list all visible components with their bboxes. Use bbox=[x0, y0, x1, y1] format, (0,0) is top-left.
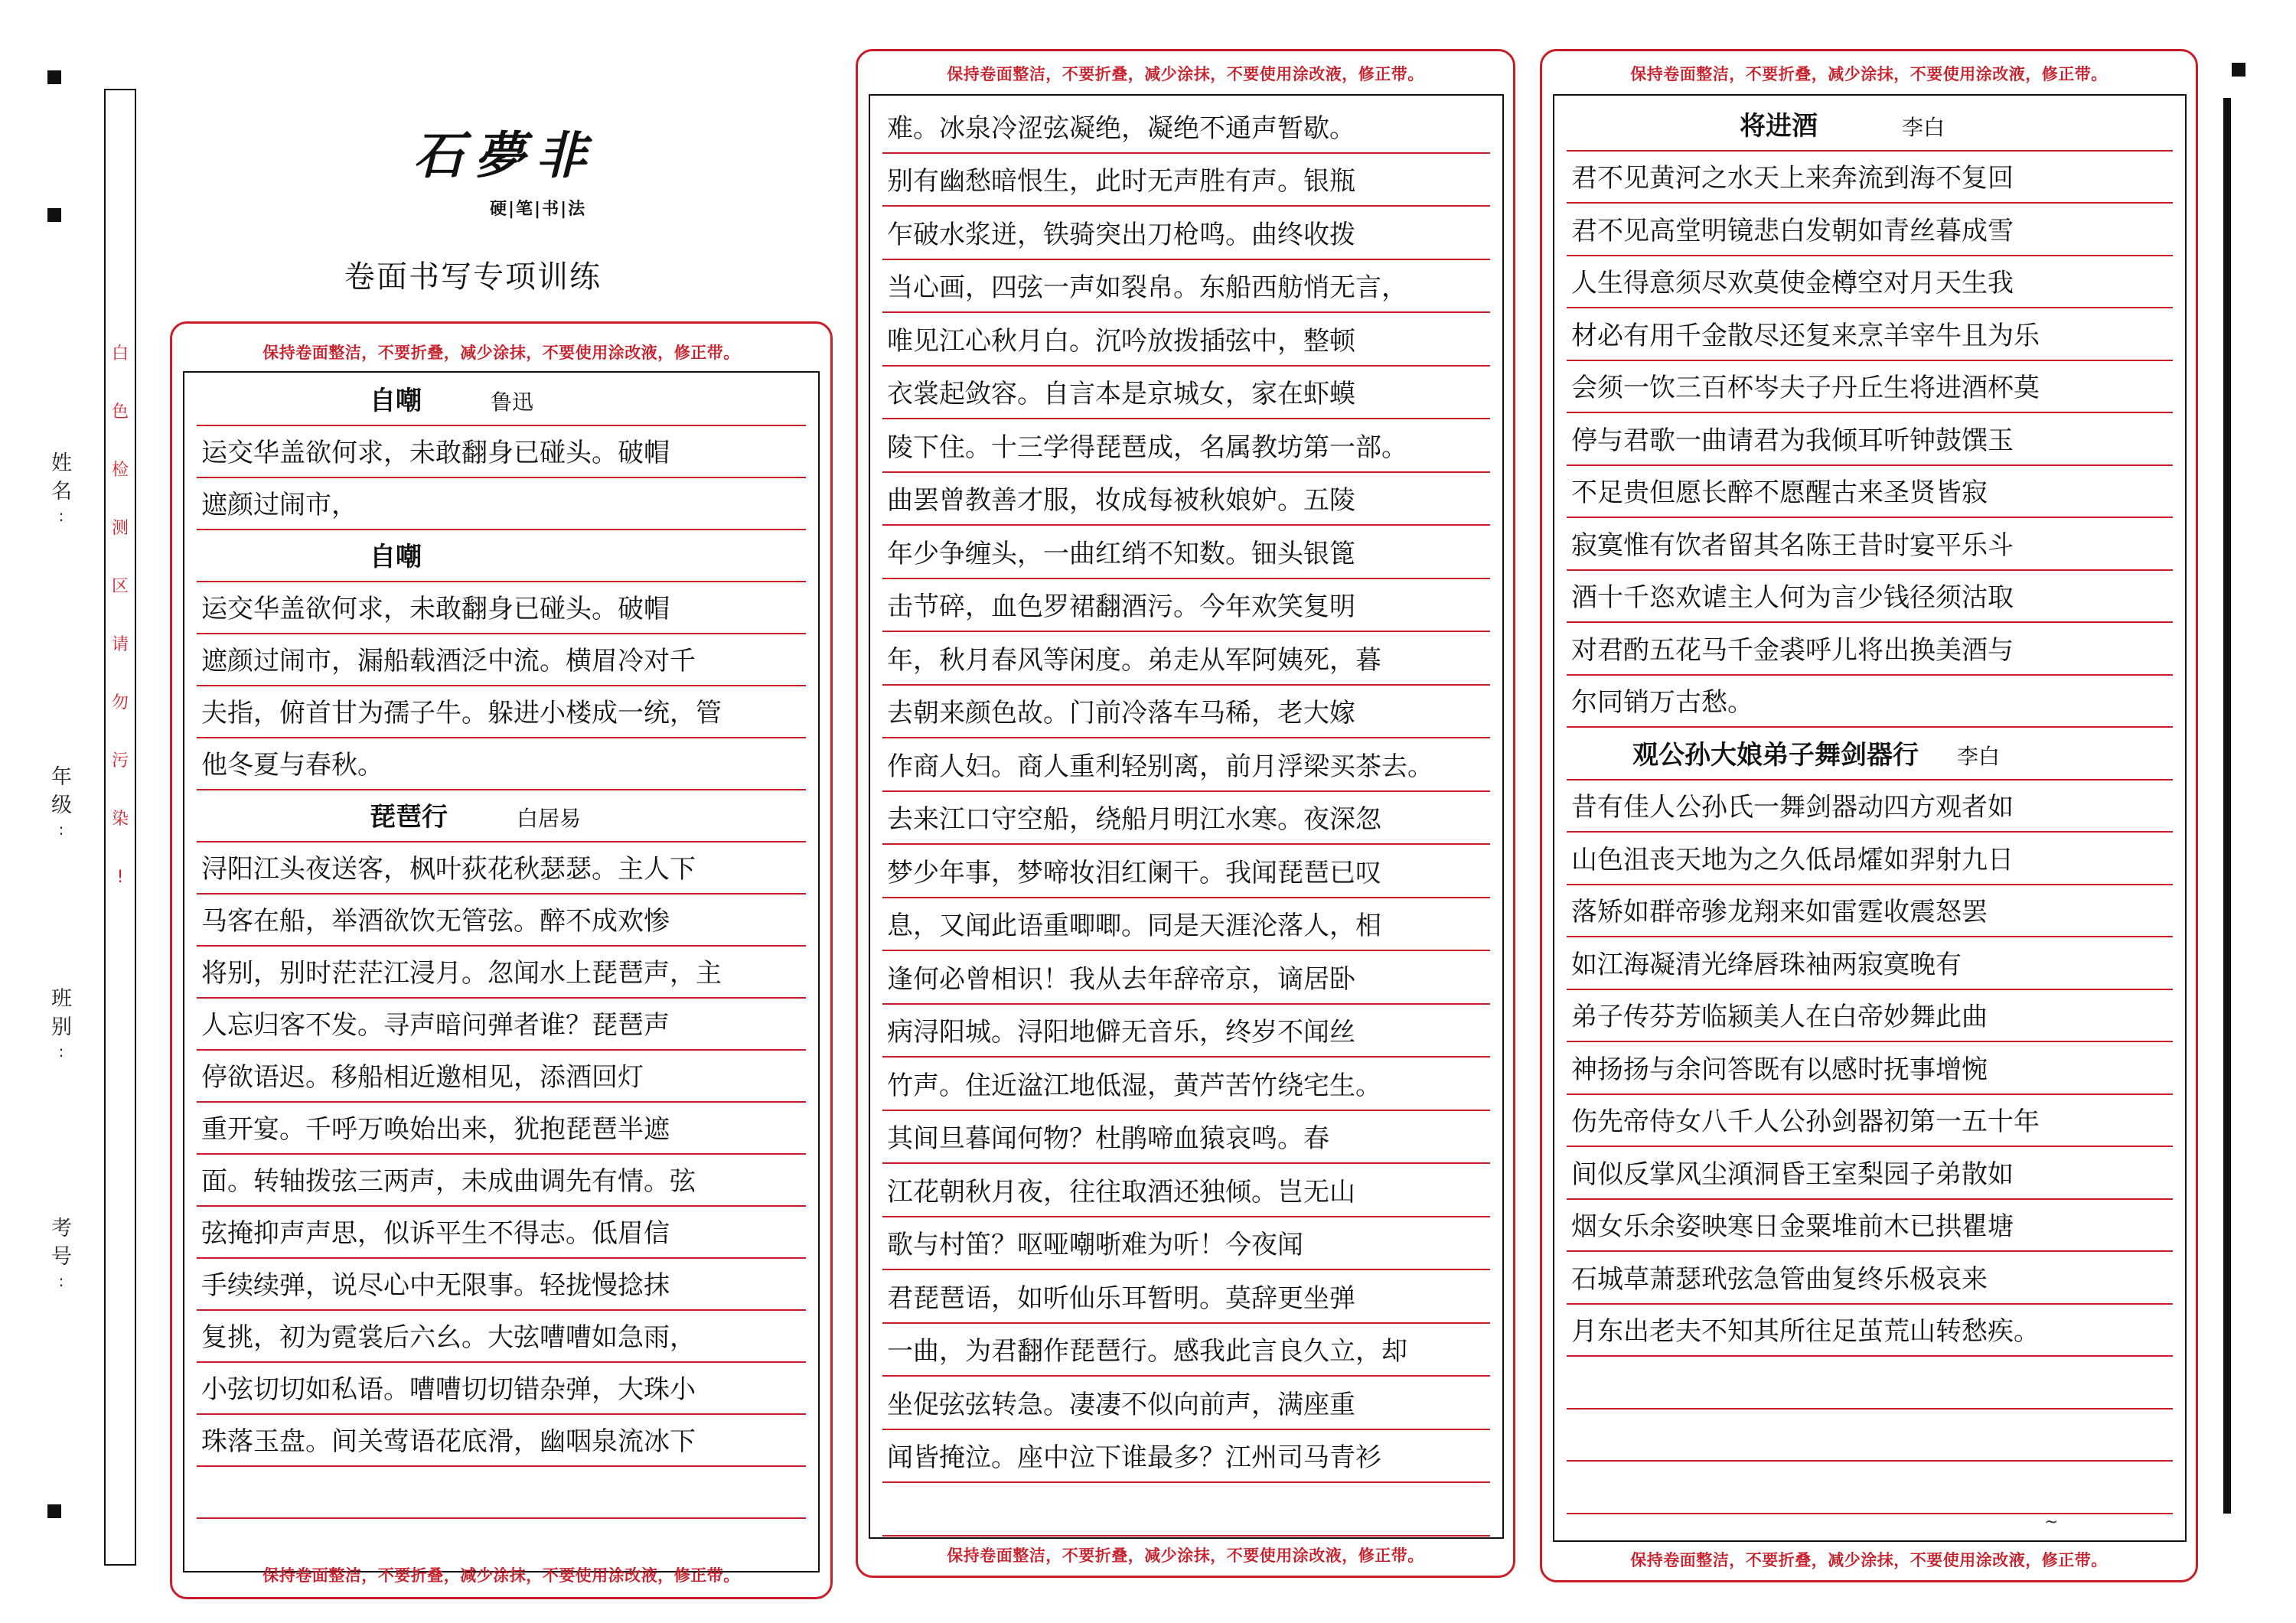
handwriting-line: 马客在船，举酒欲饮无管弦。醉不成欢惨 bbox=[201, 906, 670, 937]
ruled-line bbox=[1567, 1355, 2173, 1357]
handwriting-line: 去朝来颜色故。门前冷落车马稀，老大嫁 bbox=[887, 698, 1355, 728]
poem-title-row bbox=[1571, 735, 2171, 776]
poem-title: 自嘲 bbox=[370, 386, 422, 416]
handwriting-line: 珠落玉盘。间关莺语花底滑，幽咽泉流冰下 bbox=[201, 1426, 696, 1457]
handwriting-line: 人生得意须尽欢莫使金樽空对月天生我 bbox=[1571, 268, 2014, 298]
poem-title: 将进酒 bbox=[1740, 110, 1818, 142]
handwriting-line: 去来江口守空船，绕船月明江水寒。夜深忽 bbox=[887, 804, 1381, 835]
ruled-line bbox=[882, 1269, 1490, 1270]
name-label: 姓名 bbox=[47, 451, 71, 508]
panel-notice-top: 保持卷面整洁，不要折叠，减少涂抹，不要使用涂改液，修正带。 bbox=[263, 344, 740, 362]
student-info-margin bbox=[46, 0, 77, 1623]
grade-label: 年级 bbox=[47, 765, 71, 822]
writing-panel-3 bbox=[1540, 49, 2198, 1582]
ruled-line bbox=[197, 477, 806, 478]
ruled-line bbox=[1567, 1513, 2173, 1514]
handwriting-line: 年少争缠头，一曲红绡不知数。钿头银篦 bbox=[887, 538, 1355, 569]
poem-author: 李白 bbox=[1957, 743, 2001, 769]
handwriting-line: 衣裳起敛容。自言本是京城女，家在虾蟆 bbox=[887, 379, 1355, 409]
ruled-line bbox=[1567, 1303, 2173, 1305]
handwriting-line: 逢何必曾相识！我从去年辞帝京，谪居卧 bbox=[887, 963, 1355, 995]
ruled-line bbox=[1567, 1198, 2173, 1200]
grade-field: 年级 : bbox=[47, 765, 71, 839]
handwriting-line: 伤先帝侍女八千人公孙剑器初第一五十年 bbox=[1571, 1106, 2040, 1137]
panel-notice-bottom: 保持卷面整洁，不要折叠，减少涂抹，不要使用涂改液，修正带。 bbox=[263, 1566, 740, 1585]
ruled-line bbox=[1567, 831, 2173, 833]
ruled-line bbox=[1567, 621, 2173, 623]
handwriting-line: 江花朝秋月夜，往往取酒还独倾。岂无山 bbox=[887, 1176, 1355, 1207]
class-label: 班别 bbox=[47, 987, 71, 1044]
handwriting-line: 病浔阳城。浔阳地僻无音乐，终岁不闻丝 bbox=[887, 1017, 1355, 1048]
ruled-line bbox=[882, 737, 1490, 738]
panel-notice-top: 保持卷面整洁，不要折叠，减少涂抹，不要使用涂改液，修正带。 bbox=[1630, 65, 2108, 83]
handwriting-line: 坐促弦弦转急。凄凄不似向前声，满座重 bbox=[887, 1389, 1355, 1420]
ruled-line bbox=[1567, 1093, 2173, 1095]
handwriting-line: 石城草萧瑟玳弦急管曲复终乐极哀来 bbox=[1571, 1263, 1988, 1295]
white-detection-zone bbox=[104, 89, 136, 1566]
ruled-line bbox=[1567, 569, 2173, 571]
detection-zone-char: 检 bbox=[111, 461, 129, 480]
handwriting-line: 月东出老夫不知其所往足茧荒山转愁疾。 bbox=[1571, 1316, 2040, 1347]
ruled-line bbox=[882, 259, 1490, 260]
ruled-line bbox=[197, 1517, 806, 1519]
poem-title: 琵琶行 bbox=[370, 802, 448, 833]
handwriting-line: 间似反掌风尘澒洞昏王室梨园子弟散如 bbox=[1571, 1159, 2014, 1190]
handwriting-line: 息，又闻此语重唧唧。同是天涯沦落人，相 bbox=[887, 911, 1381, 941]
end-mark: ~ bbox=[2044, 1513, 2059, 1532]
handwriting-line: 击节碎，血色罗裙翻酒污。今年欢笑复明 bbox=[887, 592, 1355, 622]
handwriting-line: 停与君歌一曲请君为我倾耳听钟鼓馔玉 bbox=[1571, 425, 2014, 456]
handwriting-line: 重开宴。千呼万唤始出来，犹抱琵琶半遮 bbox=[201, 1114, 670, 1145]
ruled-line bbox=[1567, 150, 2173, 152]
poem-author: 李白 bbox=[1902, 114, 1945, 140]
ruled-line bbox=[197, 633, 806, 634]
ruled-line bbox=[1567, 989, 2173, 990]
poem-title-row bbox=[1571, 106, 2171, 147]
poem-title: 自嘲 bbox=[370, 542, 422, 572]
ruled-line bbox=[882, 1003, 1490, 1005]
handwriting-line: 歌与村笛？呕哑嘲哳难为听！今夜闻 bbox=[887, 1230, 1303, 1260]
ruled-line bbox=[882, 1535, 1490, 1537]
detection-zone-char: 测 bbox=[111, 519, 129, 538]
detection-zone-text bbox=[106, 343, 135, 924]
handwriting-line: 浔阳江头夜送客，枫叶荻花秋瑟瑟。主人下 bbox=[201, 854, 696, 885]
ruled-line bbox=[1567, 1408, 2173, 1410]
ruled-line bbox=[882, 631, 1490, 632]
handwriting-line: 会须一饮三百杯岑夫子丹丘生将进酒杯莫 bbox=[1571, 373, 2040, 403]
ruled-line bbox=[882, 524, 1490, 526]
name-field: 姓名 : bbox=[47, 451, 71, 525]
ruled-line bbox=[882, 578, 1490, 579]
ruled-line bbox=[882, 418, 1490, 419]
ruled-line bbox=[1567, 255, 2173, 256]
handwriting-line: 山色沮丧天地为之久低昂㸌如羿射九日 bbox=[1571, 844, 2014, 875]
handwriting-line: 他冬夏与春秋。 bbox=[201, 750, 383, 781]
writing-area-1 bbox=[183, 371, 820, 1572]
ruled-line bbox=[1567, 464, 2173, 466]
detection-zone-char: 请 bbox=[111, 635, 129, 654]
handwriting-line: 昔有佳人公孙氏一舞剑器动四方观者如 bbox=[1571, 792, 2014, 823]
handwriting-line: 将别，别时茫茫江浸月。忽闻水上琵琶声，主 bbox=[201, 958, 722, 989]
handwriting-line: 夫指，俯首甘为孺子牛。躲进小楼成一统，管 bbox=[201, 698, 722, 728]
ruled-line bbox=[197, 1309, 806, 1311]
ruled-line bbox=[197, 1205, 806, 1207]
ruled-line bbox=[197, 1257, 806, 1259]
handwriting-line: 寂寞惟有饮者留其名陈王昔时宴平乐斗 bbox=[1571, 530, 2014, 561]
ruled-line bbox=[1567, 517, 2173, 518]
writing-panel-1 bbox=[170, 321, 833, 1599]
handwriting-line: 小弦切切如私语。嘈嘈切切错杂弹，大珠小 bbox=[201, 1374, 696, 1405]
ruled-line bbox=[882, 1056, 1490, 1058]
detection-zone-char: 染 bbox=[111, 810, 129, 829]
handwriting-line: 停欲语迟。移船相近邀相见，添酒回灯 bbox=[201, 1062, 644, 1093]
handwriting-line: 如江海凝清光绛唇珠袖两寂寞晚有 bbox=[1571, 949, 1962, 980]
writing-area-2 bbox=[869, 94, 1504, 1539]
ruled-line bbox=[197, 581, 806, 582]
handwriting-line: 烟女乐余姿映寒日金粟堆前木已拱瞿塘 bbox=[1571, 1211, 2014, 1242]
handwriting-line: 唯见江心秋月白。沉吟放拨插弦中，整顿 bbox=[887, 325, 1355, 357]
ruled-line bbox=[882, 365, 1490, 367]
ruled-line bbox=[1567, 936, 2173, 937]
handwriting-line: 当心画，四弦一声如裂帛。东船西舫悄无言， bbox=[887, 272, 1407, 303]
handwriting-line: 竹声。住近湓江地低湿，黄芦苦竹绕宅生。 bbox=[887, 1070, 1381, 1101]
ruled-line bbox=[882, 1375, 1490, 1377]
handwriting-line: 曲罢曾教善才服，妆成每被秋娘妒。五陵 bbox=[887, 485, 1355, 516]
poem-author: 鲁迅 bbox=[491, 389, 534, 415]
ruled-line bbox=[882, 205, 1490, 207]
panel-notice-bottom: 保持卷面整洁，不要折叠，减少涂抹，不要使用涂改液，修正带。 bbox=[947, 1546, 1424, 1565]
poem-title-row bbox=[201, 797, 804, 838]
ruled-line bbox=[882, 1162, 1490, 1164]
ruled-line bbox=[197, 945, 806, 947]
detection-zone-char: 污 bbox=[111, 751, 129, 771]
ruled-line bbox=[197, 841, 806, 842]
poem-title: 观公孙大娘弟子舞剑器行 bbox=[1632, 739, 1919, 771]
ruled-line bbox=[1567, 202, 2173, 204]
handwriting-line: 弦掩抑声声思，似诉平生不得志。低眉信 bbox=[201, 1218, 670, 1249]
detection-zone-char: 白 bbox=[111, 344, 129, 363]
ruled-line bbox=[197, 1413, 806, 1415]
ruled-line bbox=[197, 737, 806, 738]
ruled-line bbox=[882, 311, 1490, 313]
ruled-line bbox=[882, 1110, 1490, 1111]
panel-notice-top: 保持卷面整洁，不要折叠，减少涂抹，不要使用涂改液，修正带。 bbox=[947, 65, 1424, 83]
handwriting-line: 落矫如群帝骖龙翔来如雷霆收震怒罢 bbox=[1571, 897, 1988, 927]
handwriting-line: 运交华盖欲何求，未敢翻身已碰头。破帽 bbox=[201, 438, 670, 468]
handwriting-line: 尔同销万古愁。 bbox=[1571, 687, 1753, 718]
ruled-line bbox=[197, 529, 806, 530]
ruled-line bbox=[882, 684, 1490, 686]
handwriting-line: 人忘归客不发。寻声暗问弹者谁？琵琶声 bbox=[201, 1010, 670, 1041]
handwriting-line: 手续续弹，说尽心中无限事。轻拢慢捻抹 bbox=[201, 1270, 670, 1301]
ruled-line bbox=[882, 152, 1490, 154]
page-title: 卷面书写专项训练 bbox=[344, 259, 602, 295]
ruled-line bbox=[197, 425, 806, 426]
detection-zone-char: 勿 bbox=[111, 693, 129, 712]
handwriting-line: 不足贵但愿长醉不愿醒古来圣贤皆寂 bbox=[1571, 477, 1988, 508]
ruled-line bbox=[197, 1153, 806, 1155]
ruled-line bbox=[1567, 1250, 2173, 1252]
poem-title-row bbox=[201, 380, 804, 422]
handwriting-line: 面。转轴拨弦三两声，未成曲调先有情。弦 bbox=[201, 1166, 696, 1197]
handwriting-line: 别有幽愁暗恨生，此时无声胜有声。银瓶 bbox=[887, 166, 1355, 197]
ruled-line bbox=[882, 950, 1490, 951]
class-field: 班别 : bbox=[47, 987, 71, 1061]
handwriting-line: 运交华盖欲何求，未敢翻身已碰头。破帽 bbox=[201, 594, 670, 624]
exam-number-label: 考号 bbox=[47, 1217, 71, 1273]
ruled-line bbox=[197, 893, 806, 895]
ruled-line bbox=[1567, 1041, 2173, 1042]
ruled-line bbox=[1567, 1146, 2173, 1147]
ruled-line bbox=[882, 1481, 1490, 1483]
handwriting-line: 材必有用千金散尽还复来烹羊宰牛且为乐 bbox=[1571, 320, 2040, 351]
handwriting-line: 遮颜过闹市， bbox=[201, 490, 357, 520]
poem-author: 白居易 bbox=[517, 806, 582, 831]
ruled-line bbox=[197, 1465, 806, 1467]
handwriting-line: 年，秋月春风等闲度。弟走从军阿姨死，暮 bbox=[887, 644, 1381, 676]
ruled-line bbox=[1567, 674, 2173, 676]
handwriting-line: 君不见黄河之水天上来奔流到海不复回 bbox=[1571, 163, 2014, 194]
ruled-line bbox=[1567, 412, 2173, 413]
ruled-line bbox=[1567, 884, 2173, 885]
handwriting-line: 君不见高堂明镜悲白发朝如青丝暮成雪 bbox=[1571, 215, 2014, 246]
handwriting-line: 遮颜过闹市，漏船载酒泛中流。横眉冷对千 bbox=[201, 646, 696, 676]
exam-number-field: 考号 : bbox=[47, 1217, 71, 1290]
handwriting-line: 酒十千恣欢谑主人何为言少钱径须沽取 bbox=[1571, 582, 2014, 613]
ruled-line bbox=[882, 843, 1490, 845]
handwriting-line: 复挑，初为霓裳后六幺。大弦嘈嘈如急雨， bbox=[201, 1322, 696, 1353]
handwriting-line: 神扬扬与余问答既有以感时抚事增惋 bbox=[1571, 1054, 1988, 1085]
detection-zone-char: 色 bbox=[111, 402, 129, 422]
binding-bar bbox=[2223, 98, 2231, 1514]
registration-mark bbox=[2232, 63, 2245, 77]
writing-panel-2 bbox=[856, 49, 1515, 1578]
ruled-line bbox=[197, 789, 806, 790]
handwriting-line: 其间旦暮闻何物？杜鹃啼血猿哀鸣。春 bbox=[887, 1123, 1329, 1154]
ruled-line bbox=[882, 897, 1490, 898]
ruled-line bbox=[882, 790, 1490, 792]
ruled-line bbox=[882, 1216, 1490, 1217]
detection-zone-char: ! bbox=[116, 868, 124, 887]
ruled-line bbox=[882, 1429, 1490, 1430]
panel-notice-bottom: 保持卷面整洁，不要折叠，减少涂抹，不要使用涂改液，修正带。 bbox=[1630, 1551, 2108, 1569]
ruled-line bbox=[1567, 1460, 2173, 1462]
ruled-line bbox=[1567, 360, 2173, 361]
handwriting-line: 陵下住。十三学得琵琶成，名属教坊第一部。 bbox=[887, 432, 1407, 463]
handwriting-line: 君琵琶语，如听仙乐耳暂明。莫辞更坐弹 bbox=[887, 1282, 1355, 1314]
ruled-line bbox=[197, 1101, 806, 1103]
ruled-line bbox=[197, 1049, 806, 1051]
ruled-line bbox=[882, 471, 1490, 473]
handwriting-line: 一曲，为君翻作琵琶行。感我此言良久立，却 bbox=[887, 1336, 1407, 1367]
handwriting-line: 对君酌五花马千金裘呼儿将出换美酒与 bbox=[1571, 634, 2014, 666]
handwriting-line: 弟子传芬芳临颍美人在白帝妙舞此曲 bbox=[1571, 1002, 1988, 1032]
handwriting-line: 难。冰泉冷涩弦凝绝，凝绝不通声暂歇。 bbox=[887, 112, 1355, 144]
ruled-line bbox=[882, 1322, 1490, 1324]
ruled-line bbox=[1567, 307, 2173, 308]
poem-title-row bbox=[201, 536, 804, 578]
detection-zone-char: 区 bbox=[111, 577, 129, 596]
handwriting-line: 闻皆掩泣。座中泣下谁最多？江州司马青衫 bbox=[887, 1442, 1381, 1473]
ruled-line bbox=[1567, 726, 2173, 728]
writing-area-3 bbox=[1553, 94, 2187, 1542]
ruled-line bbox=[197, 997, 806, 999]
brand-subtitle: 硬|笔|书|法 bbox=[490, 200, 587, 219]
handwriting-line: 梦少年事，梦啼妆泪红阑干。我闻琵琶已叹 bbox=[887, 857, 1381, 888]
ruled-line bbox=[1567, 779, 2173, 781]
handwriting-line: 作商人妇。商人重利轻别离，前月浮梁买茶去。 bbox=[887, 751, 1433, 782]
ruled-line bbox=[197, 1361, 806, 1363]
ruled-line bbox=[197, 685, 806, 686]
brand-logo: 石夢非 bbox=[413, 125, 597, 185]
handwriting-line: 乍破水浆迸，铁骑突出刀枪鸣。曲终收拨 bbox=[887, 219, 1355, 250]
